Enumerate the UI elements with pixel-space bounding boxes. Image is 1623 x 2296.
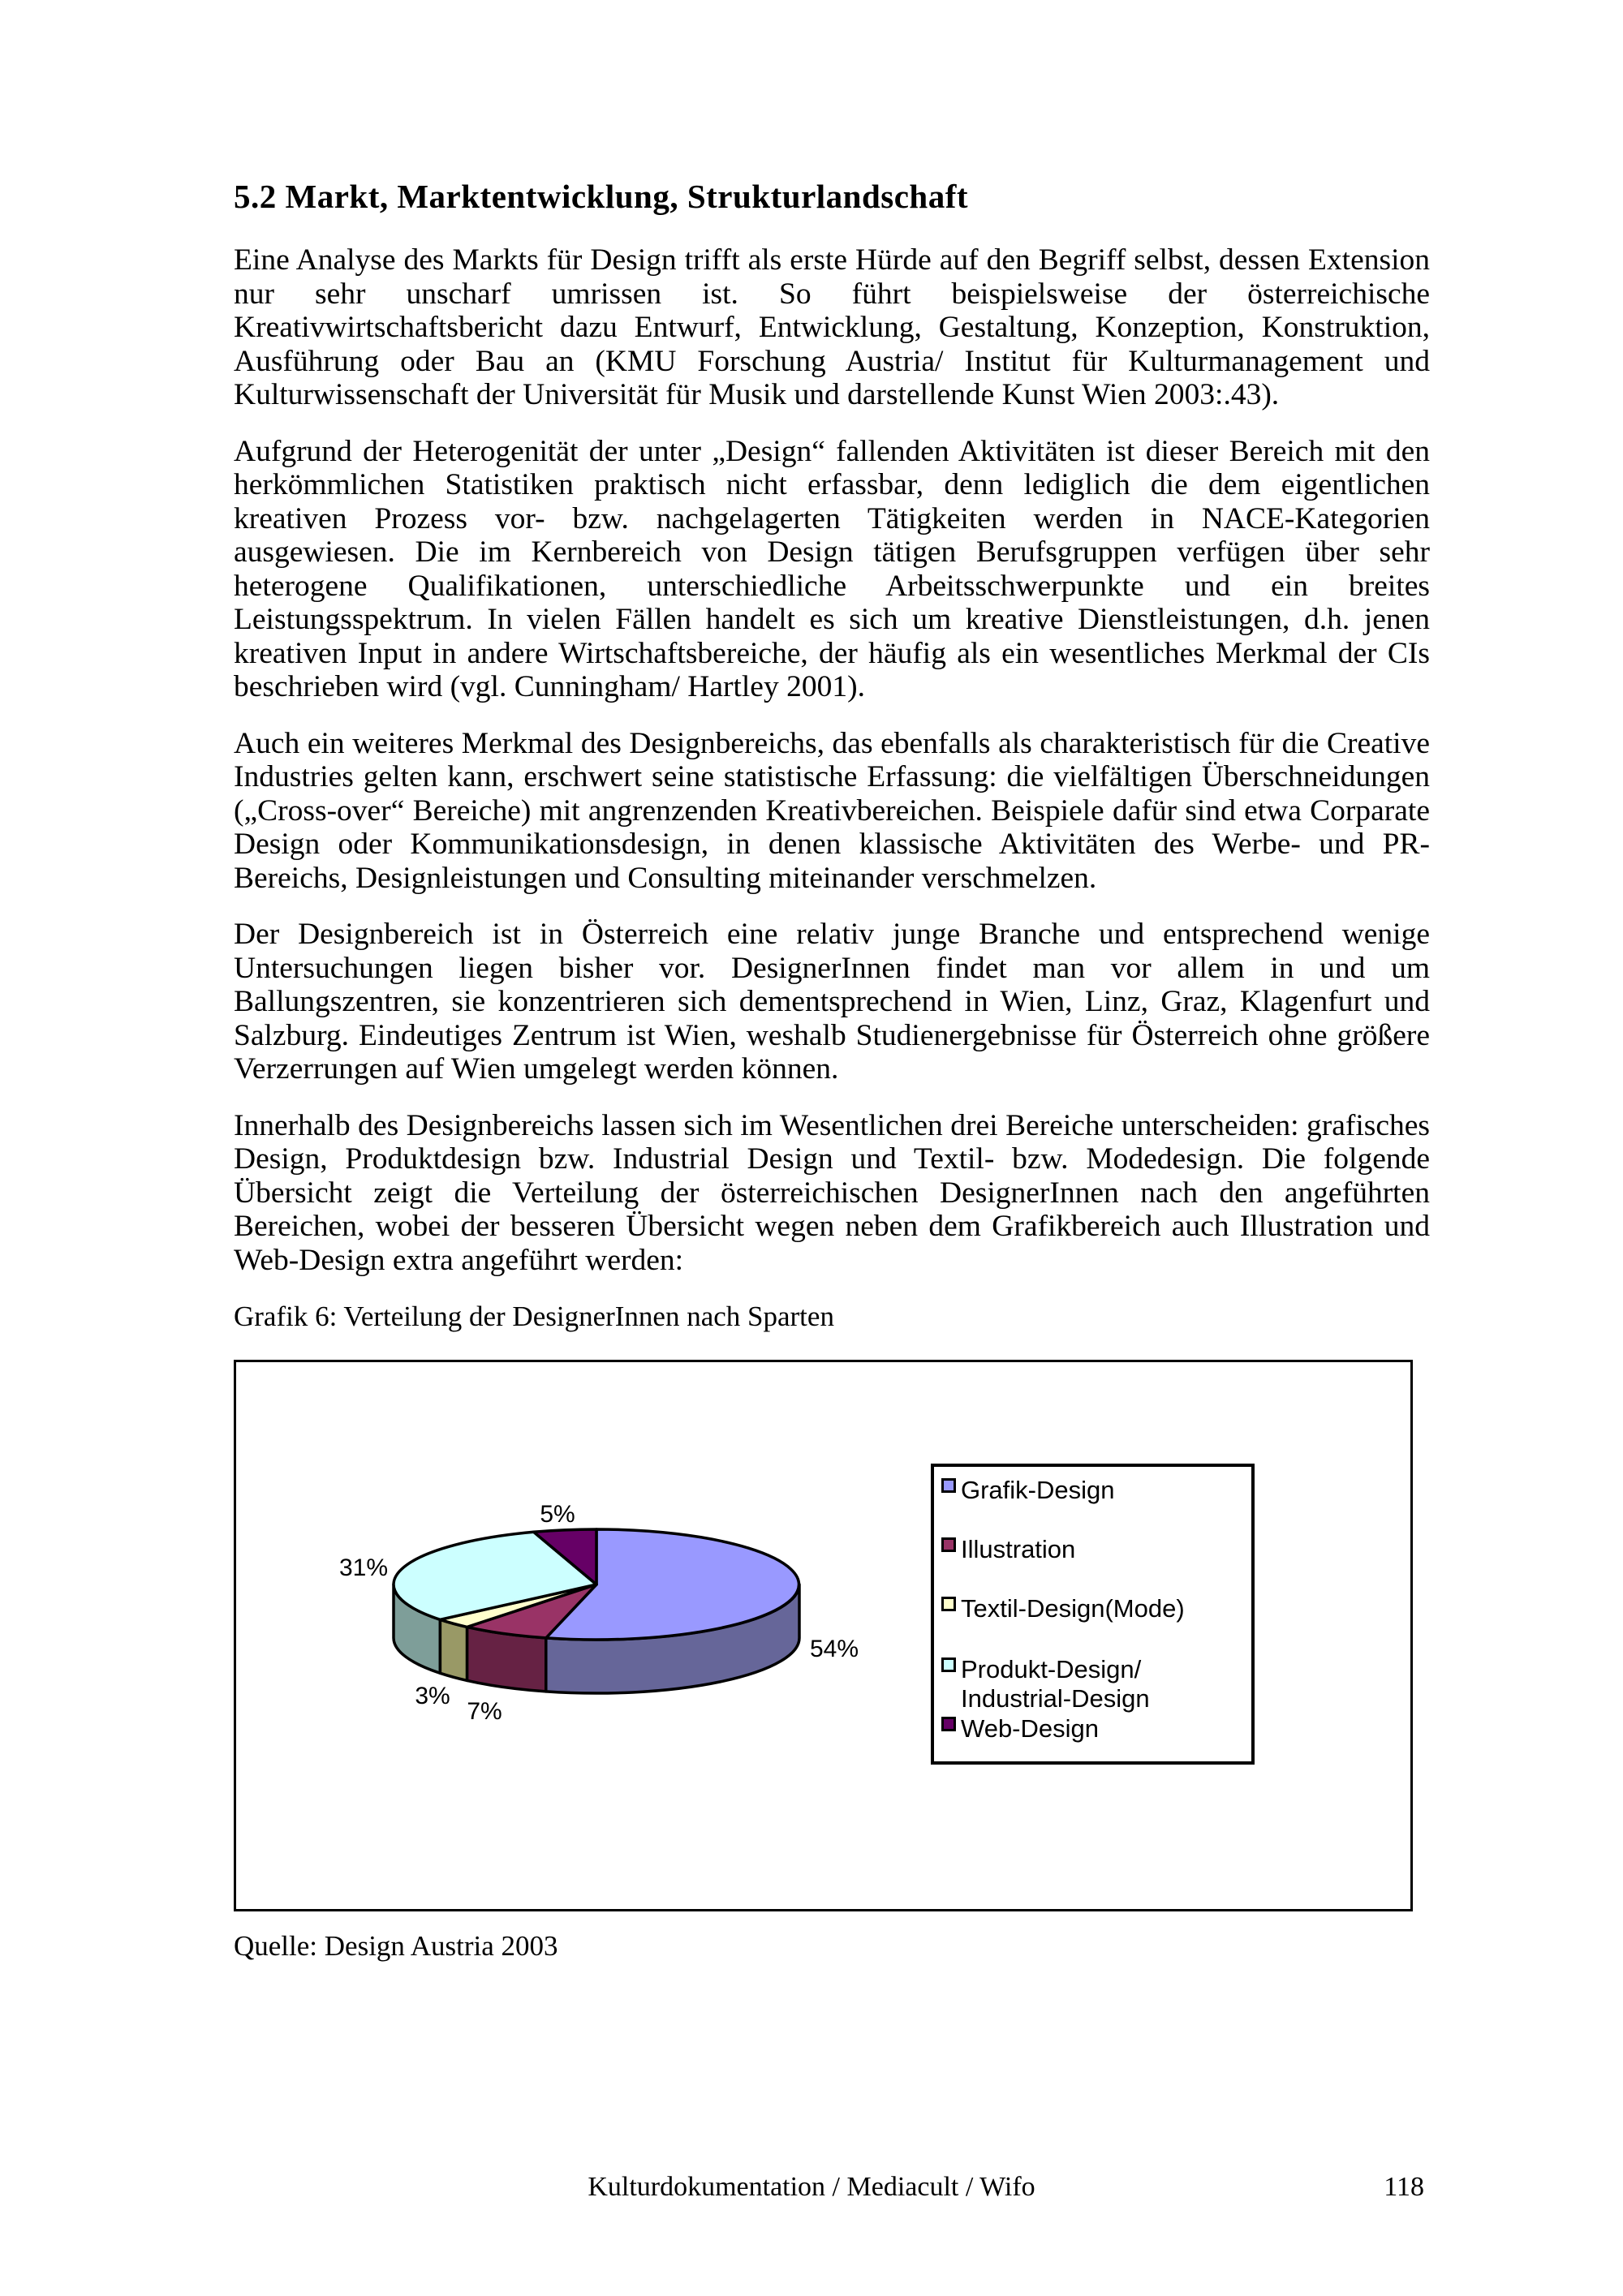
legend-label: Illustration: [961, 1534, 1076, 1563]
legend-label: Produkt-Design/ Industrial-Design: [961, 1654, 1150, 1713]
chart-legend: [931, 1464, 1255, 1765]
paragraph-2: Aufgrund der Heterogenität der unter „Design“ fallenden Aktivitäten ist dieser Bereich mit den herkömmlichen Statistiken praktisch nicht erfassbar, denn lediglich die dem eigentlichen kreativen Prozess vor- bzw. nachgelagerten Tätigkeiten werden in NACE-Kategorien ausgewiesen. Die im Kernbereich von Design tätigen Berufsgruppen verfügen über sehr heterogene Qualifikationen, unterschiedliche Arbeitsschwerpunkte und ein breites Leistungsspektrum. In vielen Fällen handelt es sich um kreative Dienstleistungen, d.h. jenen kreativen Input in andere Wirtschaftsbereiche, der häufig als ein wesentliches Merkmal der CIs beschrieben wird (vgl. Cunningham/ Hartley 2001).: [234, 434, 1430, 703]
legend-marker-illustration: [941, 1537, 956, 1552]
legend-label: Textil-Design(Mode): [961, 1593, 1185, 1623]
legend-marker-grafik-design: [941, 1478, 956, 1493]
pie-label-illustration: 7%: [467, 1697, 502, 1725]
page-footer: [0, 2171, 1623, 2204]
legend-label: Web-Design: [961, 1713, 1100, 1743]
legend-marker-textil-design: [941, 1597, 956, 1611]
chart-area: [234, 1360, 1413, 1911]
source-note: Quelle: Design Austria 2003: [234, 1929, 558, 1962]
legend-item-grafik-design: [934, 1476, 1251, 1505]
legend-marker-web-design: [941, 1717, 956, 1731]
paragraph-4: Der Designbereich ist in Österreich eine relativ junge Branche und entsprechend wenige Untersuchungen liegen bisher vor. DesignerInnen findet man vor allem in und um Ballungszentren, sie konzentrieren sich dementsprechend in Wien, Linz, Graz, Klagenfurt und Salzburg. Eindeutiges Zentrum ist Wien, weshalb Studienergebnisse für Österreich ohne größere Verzerrungen auf Wien umgelegt werden können.: [234, 918, 1430, 1086]
section-heading: 5.2 Markt, Marktentwicklung, Strukturlandschaft: [234, 178, 969, 215]
page-number: 118: [1384, 2172, 1424, 2202]
legend-item-web-design: [934, 1714, 1251, 1743]
legend-label: Grafik-Design: [961, 1475, 1115, 1504]
pie-label-textil-design: 3%: [415, 1682, 450, 1709]
pie-label-web-design: 5%: [540, 1500, 575, 1528]
paragraph-1: Eine Analyse des Markts für Design trifft als erste Hürde auf den Begriff selbst, dessen Extension nur sehr unscharf umrissen ist. So führt beispielsweise der österreichische Kreativwirtschaftsbericht dazu Entwurf, Entwicklung, Gestaltung, Konzeption, Konstruktion, Ausführung oder Bau an (KMU Forschung Austria/ Institut für Kulturmanagement und Kulturwissenschaft der Universität für Musik und darstellende Kunst Wien 2003:.43).: [234, 243, 1430, 411]
legend-marker-produkt-design: [941, 1658, 956, 1672]
paragraph-3: Auch ein weiteres Merkmal des Designbereichs, das ebenfalls als charakteristisch für die Creative Industries gelten kann, erschwert seine statistische Erfassung: die vielfältigen Überschneidungen („Cross-over“ Bereiche) mit angrenzenden Kreativbereichen. Beispiele dafür sind etwa Corparate Design oder Kommunikationsdesign, in denen klassische Aktivitäten des Werbe- und PR-Bereichs, Designleistungen und Consulting miteinander verschmelzen.: [234, 726, 1430, 895]
document-page: [234, 0, 1430, 1963]
legend-item-illustration: [934, 1535, 1251, 1564]
footer-text: Kulturdokumentation / Mediacult / Wifo: [588, 2172, 1035, 2202]
legend-item-produkt-design: [934, 1655, 1251, 1713]
pie-label-produkt-design: 31%: [338, 1554, 388, 1581]
legend-item-textil-design: [934, 1594, 1251, 1623]
pie-side-textil-design: [440, 1619, 467, 1680]
pie-label-grafik-design: 54%: [810, 1635, 859, 1662]
figure-caption: Grafik 6: Verteilung der DesignerInnen nach Sparten: [234, 1301, 834, 1332]
paragraph-5: Innerhalb des Designbereichs lassen sich im Wesentlichen drei Bereiche unterscheiden: grafisches Design, Produktdesign bzw. Industrial Design und Textil- bzw. Modedesign. Die folgende Übersicht zeigt die Verteilung der österreichischen DesignerInnen nach den angeführten Bereichen, wobei der besseren Übersicht wegen neben dem Grafikbereich auch Illustration und Web-Design extra angeführt werden:: [234, 1108, 1430, 1277]
